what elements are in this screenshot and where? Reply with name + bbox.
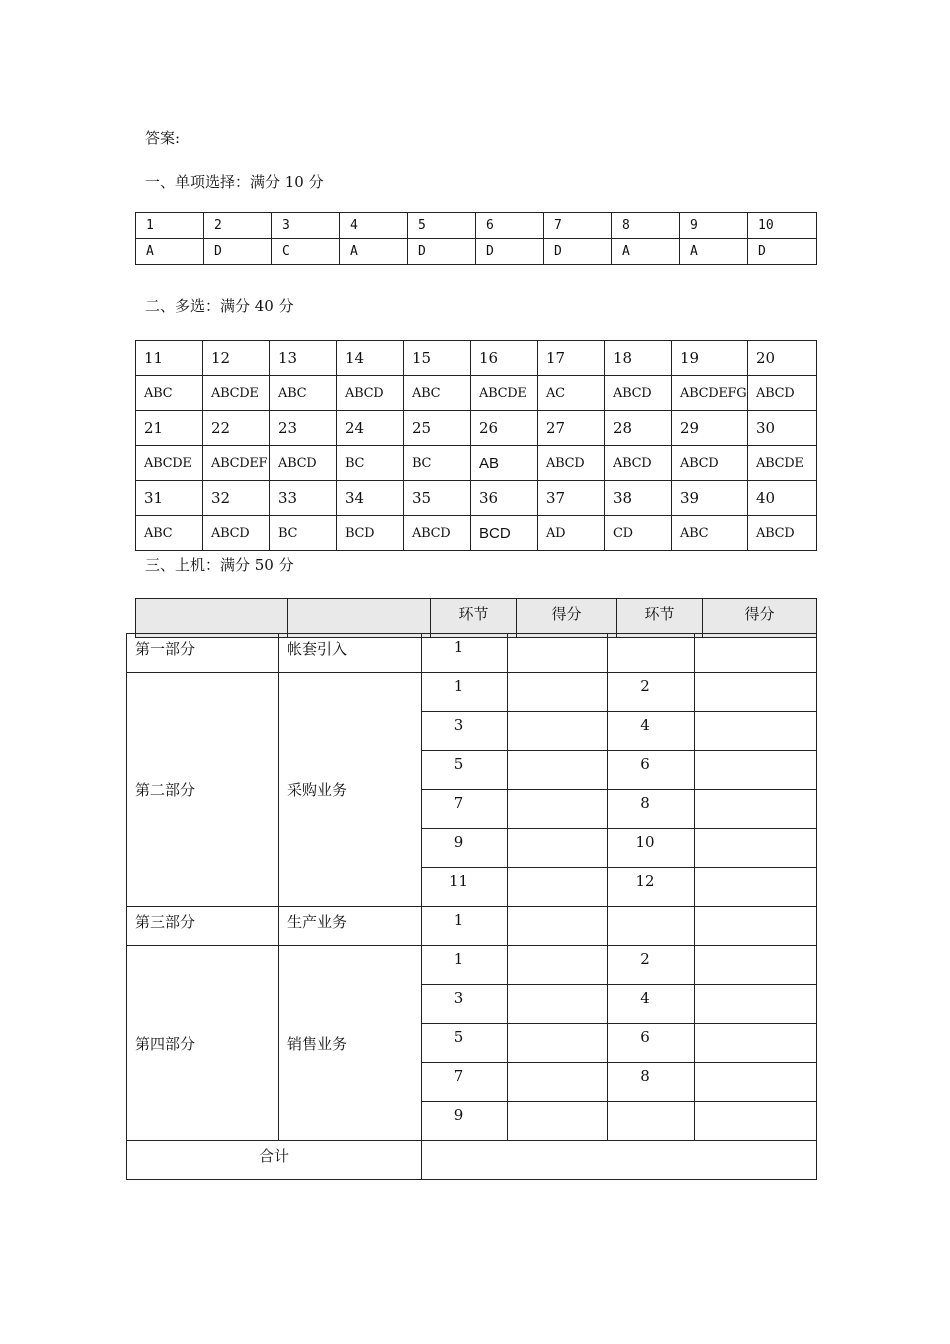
answer-cell: D (748, 239, 817, 265)
task-row (127, 673, 817, 712)
answer-cell: ABCD (605, 376, 672, 411)
question-number-cell: 28 (605, 411, 672, 446)
task-row (127, 907, 817, 946)
answer-cell: D (204, 239, 272, 265)
score-cell (508, 829, 608, 868)
answer-cell: ABC (270, 376, 337, 411)
answer-cell: A (680, 239, 748, 265)
answer-cell: BCD (337, 516, 404, 551)
score-cell (695, 1063, 817, 1102)
question-number-cell: 10 (748, 213, 817, 239)
question-number-cell: 33 (270, 481, 337, 516)
answer-cell: C (272, 239, 340, 265)
step-cell: 4 (608, 712, 695, 751)
step-cell: 2 (608, 946, 695, 985)
question-number-cell: 23 (270, 411, 337, 446)
question-number-cell: 35 (404, 481, 471, 516)
answer-cell: ABCD (605, 446, 672, 481)
step-cell: 6 (608, 751, 695, 790)
answer-cell: ABCD (404, 516, 471, 551)
question-number-row (136, 213, 817, 239)
answer-cell: ABCD (203, 516, 270, 551)
header-cell-blank (136, 599, 288, 638)
answer-cell: ABCD (672, 446, 748, 481)
step-cell: 7 (422, 1063, 508, 1102)
question-number-cell: 3 (272, 213, 340, 239)
question-number-cell: 29 (672, 411, 748, 446)
header-cell-step: 环节 (431, 599, 517, 638)
business-name-cell: 帐套引入 (279, 634, 422, 673)
answer-cell: BC (337, 446, 404, 481)
step-cell: 5 (422, 751, 508, 790)
score-cell (695, 985, 817, 1024)
score-cell (508, 1102, 608, 1141)
computer-task-header (135, 598, 817, 638)
answer-cell: ABCDE (136, 446, 203, 481)
question-number-cell: 20 (748, 341, 817, 376)
step-cell (608, 1102, 695, 1141)
answer-cell: ABC (672, 516, 748, 551)
question-number-cell: 12 (203, 341, 270, 376)
score-cell (695, 1102, 817, 1141)
question-number-cell: 6 (476, 213, 544, 239)
question-number-cell: 37 (538, 481, 605, 516)
answer-cell: D (544, 239, 612, 265)
question-number-cell: 26 (471, 411, 538, 446)
part-name-cell: 第一部分 (127, 634, 279, 673)
question-number-cell: 15 (404, 341, 471, 376)
step-cell: 3 (422, 985, 508, 1024)
answer-cell: A (136, 239, 204, 265)
answer-cell: BC (270, 516, 337, 551)
answer-cell: ABCD (538, 446, 605, 481)
step-cell: 11 (422, 868, 508, 907)
answer-cell: ABCDEF (203, 446, 270, 481)
score-cell (508, 1063, 608, 1102)
question-number-cell: 7 (544, 213, 612, 239)
step-cell: 1 (422, 946, 508, 985)
score-cell (695, 907, 817, 946)
question-number-cell: 31 (136, 481, 203, 516)
total-label-cell: 合计 (127, 1141, 422, 1180)
question-number-row (136, 481, 817, 516)
part-name-cell: 第四部分 (127, 946, 279, 1141)
answer-cell: D (476, 239, 544, 265)
step-cell: 4 (608, 985, 695, 1024)
business-name-cell: 采购业务 (279, 673, 422, 907)
question-number-cell: 9 (680, 213, 748, 239)
business-name-cell: 生产业务 (279, 907, 422, 946)
business-name-cell: 销售业务 (279, 946, 422, 1141)
score-cell (508, 790, 608, 829)
score-cell (508, 751, 608, 790)
section1-title: 一、单项选择：满分 10 分 (145, 173, 324, 191)
answer-cell: A (612, 239, 680, 265)
score-cell (508, 868, 608, 907)
part-name-cell: 第二部分 (127, 673, 279, 907)
score-cell (695, 829, 817, 868)
step-cell: 3 (422, 712, 508, 751)
answer-cell: AC (538, 376, 605, 411)
score-cell (695, 1024, 817, 1063)
answer-cell: A (340, 239, 408, 265)
step-cell: 12 (608, 868, 695, 907)
score-cell (695, 946, 817, 985)
answer-cell: ABCDE (471, 376, 538, 411)
question-number-cell: 16 (471, 341, 538, 376)
score-cell (695, 712, 817, 751)
score-cell (695, 673, 817, 712)
answer-cell: ABC (136, 516, 203, 551)
answer-cell: AD (538, 516, 605, 551)
header-cell-score: 得分 (517, 599, 617, 638)
question-number-cell: 34 (337, 481, 404, 516)
question-number-cell: 11 (136, 341, 203, 376)
answer-row (136, 239, 817, 265)
answer-cell: ABC (404, 376, 471, 411)
step-cell: 8 (608, 790, 695, 829)
answer-cell: CD (605, 516, 672, 551)
score-cell (508, 946, 608, 985)
total-value-cell (422, 1141, 817, 1180)
score-cell (508, 1024, 608, 1063)
score-cell (508, 634, 608, 673)
step-cell (608, 907, 695, 946)
answer-heading: 答案: (145, 129, 181, 147)
score-cell (695, 751, 817, 790)
question-number-cell: 24 (337, 411, 404, 446)
step-cell: 1 (422, 907, 508, 946)
answer-cell: ABCD (748, 516, 817, 551)
question-number-cell: 4 (340, 213, 408, 239)
question-number-cell: 19 (672, 341, 748, 376)
question-number-cell: 32 (203, 481, 270, 516)
question-number-cell: 21 (136, 411, 203, 446)
answer-cell: BC (404, 446, 471, 481)
answer-cell: ABCD (337, 376, 404, 411)
question-number-cell: 14 (337, 341, 404, 376)
question-number-cell: 25 (404, 411, 471, 446)
score-cell (695, 634, 817, 673)
question-number-row (136, 411, 817, 446)
step-cell: 7 (422, 790, 508, 829)
section3-title: 三、上机：满分 50 分 (145, 556, 294, 574)
step-cell: 2 (608, 673, 695, 712)
step-cell: 6 (608, 1024, 695, 1063)
answer-cell: ABCD (270, 446, 337, 481)
header-row (136, 599, 817, 638)
question-number-cell: 18 (605, 341, 672, 376)
header-cell-score: 得分 (703, 599, 817, 638)
answer-cell: ABCDE (748, 446, 817, 481)
question-number-cell: 40 (748, 481, 817, 516)
header-cell-step: 环节 (617, 599, 703, 638)
answer-row (136, 376, 817, 411)
question-number-cell: 13 (270, 341, 337, 376)
step-cell: 10 (608, 829, 695, 868)
step-cell (608, 634, 695, 673)
answer-cell: ABCDE (203, 376, 270, 411)
step-cell: 1 (422, 673, 508, 712)
score-cell (508, 907, 608, 946)
answer-row (136, 516, 817, 551)
answer-cell: ABC (136, 376, 203, 411)
step-cell: 9 (422, 829, 508, 868)
header-cell-blank (288, 599, 431, 638)
question-number-cell: 30 (748, 411, 817, 446)
question-number-cell: 5 (408, 213, 476, 239)
part-name-cell: 第三部分 (127, 907, 279, 946)
question-number-cell: 8 (612, 213, 680, 239)
single-choice-table (135, 212, 817, 265)
multiple-choice-table (135, 340, 817, 551)
section2-title: 二、多选：满分 40 分 (145, 297, 294, 315)
score-cell (508, 712, 608, 751)
question-number-cell: 36 (471, 481, 538, 516)
answer-cell: D (408, 239, 476, 265)
answer-cell: BCD (471, 516, 538, 551)
question-number-cell: 2 (204, 213, 272, 239)
total-row (127, 1141, 817, 1180)
answer-row (136, 446, 817, 481)
question-number-cell: 22 (203, 411, 270, 446)
task-row (127, 946, 817, 985)
question-number-cell: 1 (136, 213, 204, 239)
question-number-cell: 39 (672, 481, 748, 516)
score-cell (508, 673, 608, 712)
question-number-cell: 17 (538, 341, 605, 376)
answer-cell: ABCDEFG (672, 376, 748, 411)
score-cell (695, 868, 817, 907)
question-number-cell: 27 (538, 411, 605, 446)
score-cell (508, 985, 608, 1024)
computer-task-table (126, 633, 817, 1180)
score-cell (695, 790, 817, 829)
task-row (127, 634, 817, 673)
question-number-row (136, 341, 817, 376)
answer-cell: AB (471, 446, 538, 481)
step-cell: 5 (422, 1024, 508, 1063)
step-cell: 1 (422, 634, 508, 673)
step-cell: 9 (422, 1102, 508, 1141)
answer-cell: ABCD (748, 376, 817, 411)
question-number-cell: 38 (605, 481, 672, 516)
step-cell: 8 (608, 1063, 695, 1102)
